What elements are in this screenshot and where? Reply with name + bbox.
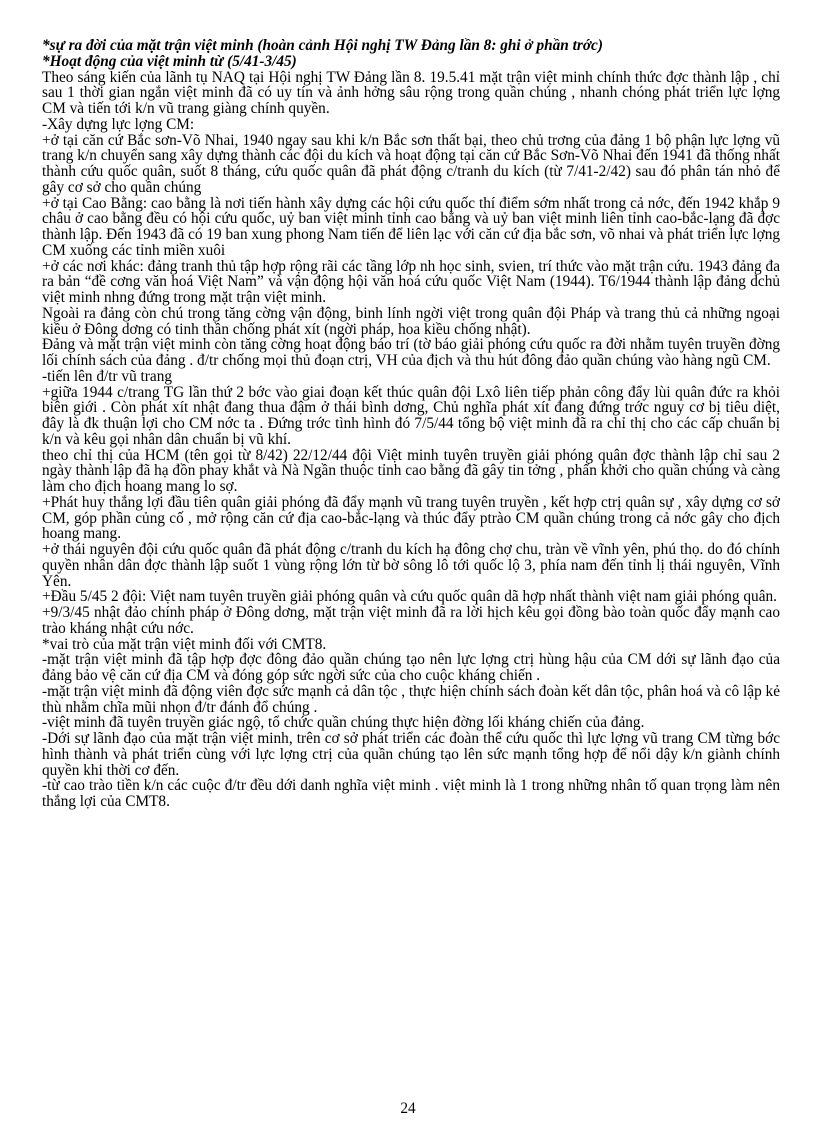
heading-origin: *sự ra đời của mặt trận việt minh (hoàn cảnh Hội nghị TW Đảng lần 8: ghi ở phần trớc) <box>42 37 603 54</box>
paragraph: -việt minh đã tuyên truyền giác ngộ, tổ chức quần chúng thực hiện đờng lối kháng chiến của đảng. <box>42 714 645 732</box>
paragraph: +ở các nơi khác: đảng tranh thủ tập hợp rộng rãi các tầng lớp nh học sinh, svien, trí thức vào mặt trận cứu. 1943 đảng đa ra bản “đề cơng văn hoá Việt Nam” và vận động hội văn hoá cứu quốc Việt Nam (1944). T6/1944 thành lập đảng dchủ việt minh nhng đứng trong mặt trận việt minh. <box>42 257 780 306</box>
paragraph: +ở thái nguyên đội cứu quốc quân đã phát động c/tranh du kích hạ đông chợ chu, tràn về vĩnh yên, phú thọ. do đó chính quyền nhân dân đợc thành lập suốt 1 vùng rộng lớn từ bờ sông lô tới quốc lộ 3, phía nam đến tỉnh lị thái nguyên, Vĩnh Yên. <box>42 541 780 590</box>
paragraph: -mặt trận việt minh đã động viên đợc sức mạnh cả dân tộc , thực hiện chính sách đoàn kết dân tộc, phân hoá và cô lập kẻ thù nhằm chĩa mũi nhọn đ/tr đánh đổ chúng . <box>42 682 780 716</box>
paragraph: +ở tại căn cứ Bắc sơn-Võ Nhai, 1940 ngay sau khi k/n Bắc sơn thất bại, theo chủ trơng của đảng 1 bộ phận lực lợng vũ trang k/n chuyển sang xây dựng thành các đội du kích và hoạt động tại căn cứ Bắc Sơn-Võ Nhai đến 1941 đã thống nhất thành cứu quốc quân, suốt 8 tháng, cứu quốc quân đã phát động c/tranh du kích (từ 7/41-2/42) sau đó phân tán nhỏ để gây cơ sở cho quần chúng <box>42 131 780 196</box>
paragraph: +giữa 1944 c/trang TG lần thứ 2 bớc vào giai đoạn kết thúc quân đội Lxô liên tiếp phản công đẩy lùi quân đức ra khỏi biên giới . Còn phát xít nhật đang thua đậm ở thái bình dơng, Chủ nghĩa phát xít đang đứng trớc nguy cơ bị tiêu diệt, đây là đk thuận lợi cho CM nớc ta . Đứng trớc tình hình đó 7/5/44 tổng bộ việt minh đã ra chỉ thị cho các cấp chuẩn bị k/n và kêu gọi nhân dân chuẩn bị vũ khí. <box>42 383 780 448</box>
paragraph: +Phát huy thắng lợi đầu tiên quân giải phóng đã đẩy mạnh vũ trang tuyên truyền , kết hợp ctrị quân sự , xây dựng cơ sở CM, góp phần củng cố , mở rộng căn cứ địa cao-bắc-lạng và thúc đẩy ptrào CM quần chúng trong cả nớc gây cho địch hoang mang. <box>42 493 780 543</box>
paragraph: *vai trò của mặt trận việt minh đối với CMT8. <box>42 635 327 653</box>
paragraph: -Xây dựng lực lợng CM: <box>42 115 195 133</box>
paragraph: +9/3/45 nhật đảo chính pháp ở Đông dơng, mặt trận việt minh đã ra lời hịch kêu gọi đồng bào toàn quốc đẩy mạnh cao trào kháng nhật cứu nớc. <box>42 604 780 637</box>
paragraph: +ở tại Cao Bằng: cao bằng là nơi tiến hành xây dựng các hội cứu quốc thí điểm sớm nhất trong cả nớc, đến 1942 khắp 9 châu ở cao bằng đều có hội cứu quốc, uỷ ban việt minh tỉnh cao bằng và uỷ ban việt minh liên tỉnh cao-bắc-lạng đã đợc thành lập. Đến 1943 đã có 19 ban xung phong Nam tiến để liên lạc với căn cứ địa bắc sơn, võ nhai và phát triển lực lợng CM xuống các tỉnh miền xuôi <box>42 194 780 259</box>
paragraph: Ngoài ra đảng còn chú trong tăng cờng vận động, binh lính ngời việt trong quân đội Pháp và trang thủ cả những ngoại kiều ở Đông dơng có tinh thần chống phát xít (ngời pháp, hoa kiều chống nhật). <box>42 304 780 338</box>
paragraph: Đảng và mặt trận việt minh còn tăng cờng hoạt động báo trí (tờ báo giải phóng cứu quốc ra đời nhằm tuyên truyền đờng lối chính sách của đảng . đ/tr chống mọi thủ đoạn ctrị, VH của địch và thu hút đông đảo quần chúng vào hàng ngũ CM. <box>42 336 780 369</box>
page-number: 24 <box>400 1100 416 1117</box>
paragraph: -Dới sự lãnh đạo của mặt trận việt minh, trên cơ sở phát triển các đoàn thể cứu quốc thì lực lợng vũ trang CM từng bớc hình thành và phát triển cùng với lực lợng ctrị của quần chúng tạo lên sức mạnh tổng hợp để nổi dậy k/n giành chính quyền khi thời cơ đến. <box>42 730 780 779</box>
paragraph: Theo sáng kiến của lãnh tụ NAQ tại Hội nghị TW Đảng lần 8. 19.5.41 mặt trận việt minh chính thức đợc thành lập , chỉ sau 1 thời gian ngắn việt minh đã có uy tín và ảnh hởng sâu rộng trong quần chúng , nhanh chóng phát triển lực lợng CM và tiến tới k/n vũ trang giàng chính quyền. <box>42 68 780 117</box>
heading-activities: *Hoạt động của việt minh từ (5/41-3/45) <box>42 52 297 70</box>
paragraph: -từ cao trào tiền k/n các cuộc đ/tr đều dới danh nghĩa việt minh . việt minh là 1 trong những nhân tố quan trọng làm nên thắng lợi của CMT8. <box>42 777 780 810</box>
document-body <box>42 38 780 810</box>
paragraph: theo chỉ thị của HCM (tên gọi từ 8/42) 22/12/44 đội Việt minh tuyên truyền giải phóng quân đợc thành lập chỉ sau 2 ngày thành lập đã hạ đồn phay khắt và Nà Ngần thuộc tỉnh cao bằng đã gây tin tởng , phấn khởi cho quần chúng và càng làm cho địch hoang mang lo sợ. <box>42 446 780 495</box>
paragraph: -tiến lên đ/tr vũ trang <box>42 367 172 385</box>
paragraph: +Đầu 5/45 2 đội: Việt nam tuyên truyền giải phóng quân và cứu quốc quân dã hợp nhất thành việt nam giải phóng quân. <box>42 588 777 606</box>
paragraph: -mặt trận việt minh đã tập hợp đợc đông đảo quần chúng tạo nên lực lợng ctrị hùng hậu của CM dới sự lãnh đạo của đảng bảo vệ căn cứ địa CM và đóng góp sức ngời sức của cho cuộc kháng chiến . <box>42 651 780 684</box>
